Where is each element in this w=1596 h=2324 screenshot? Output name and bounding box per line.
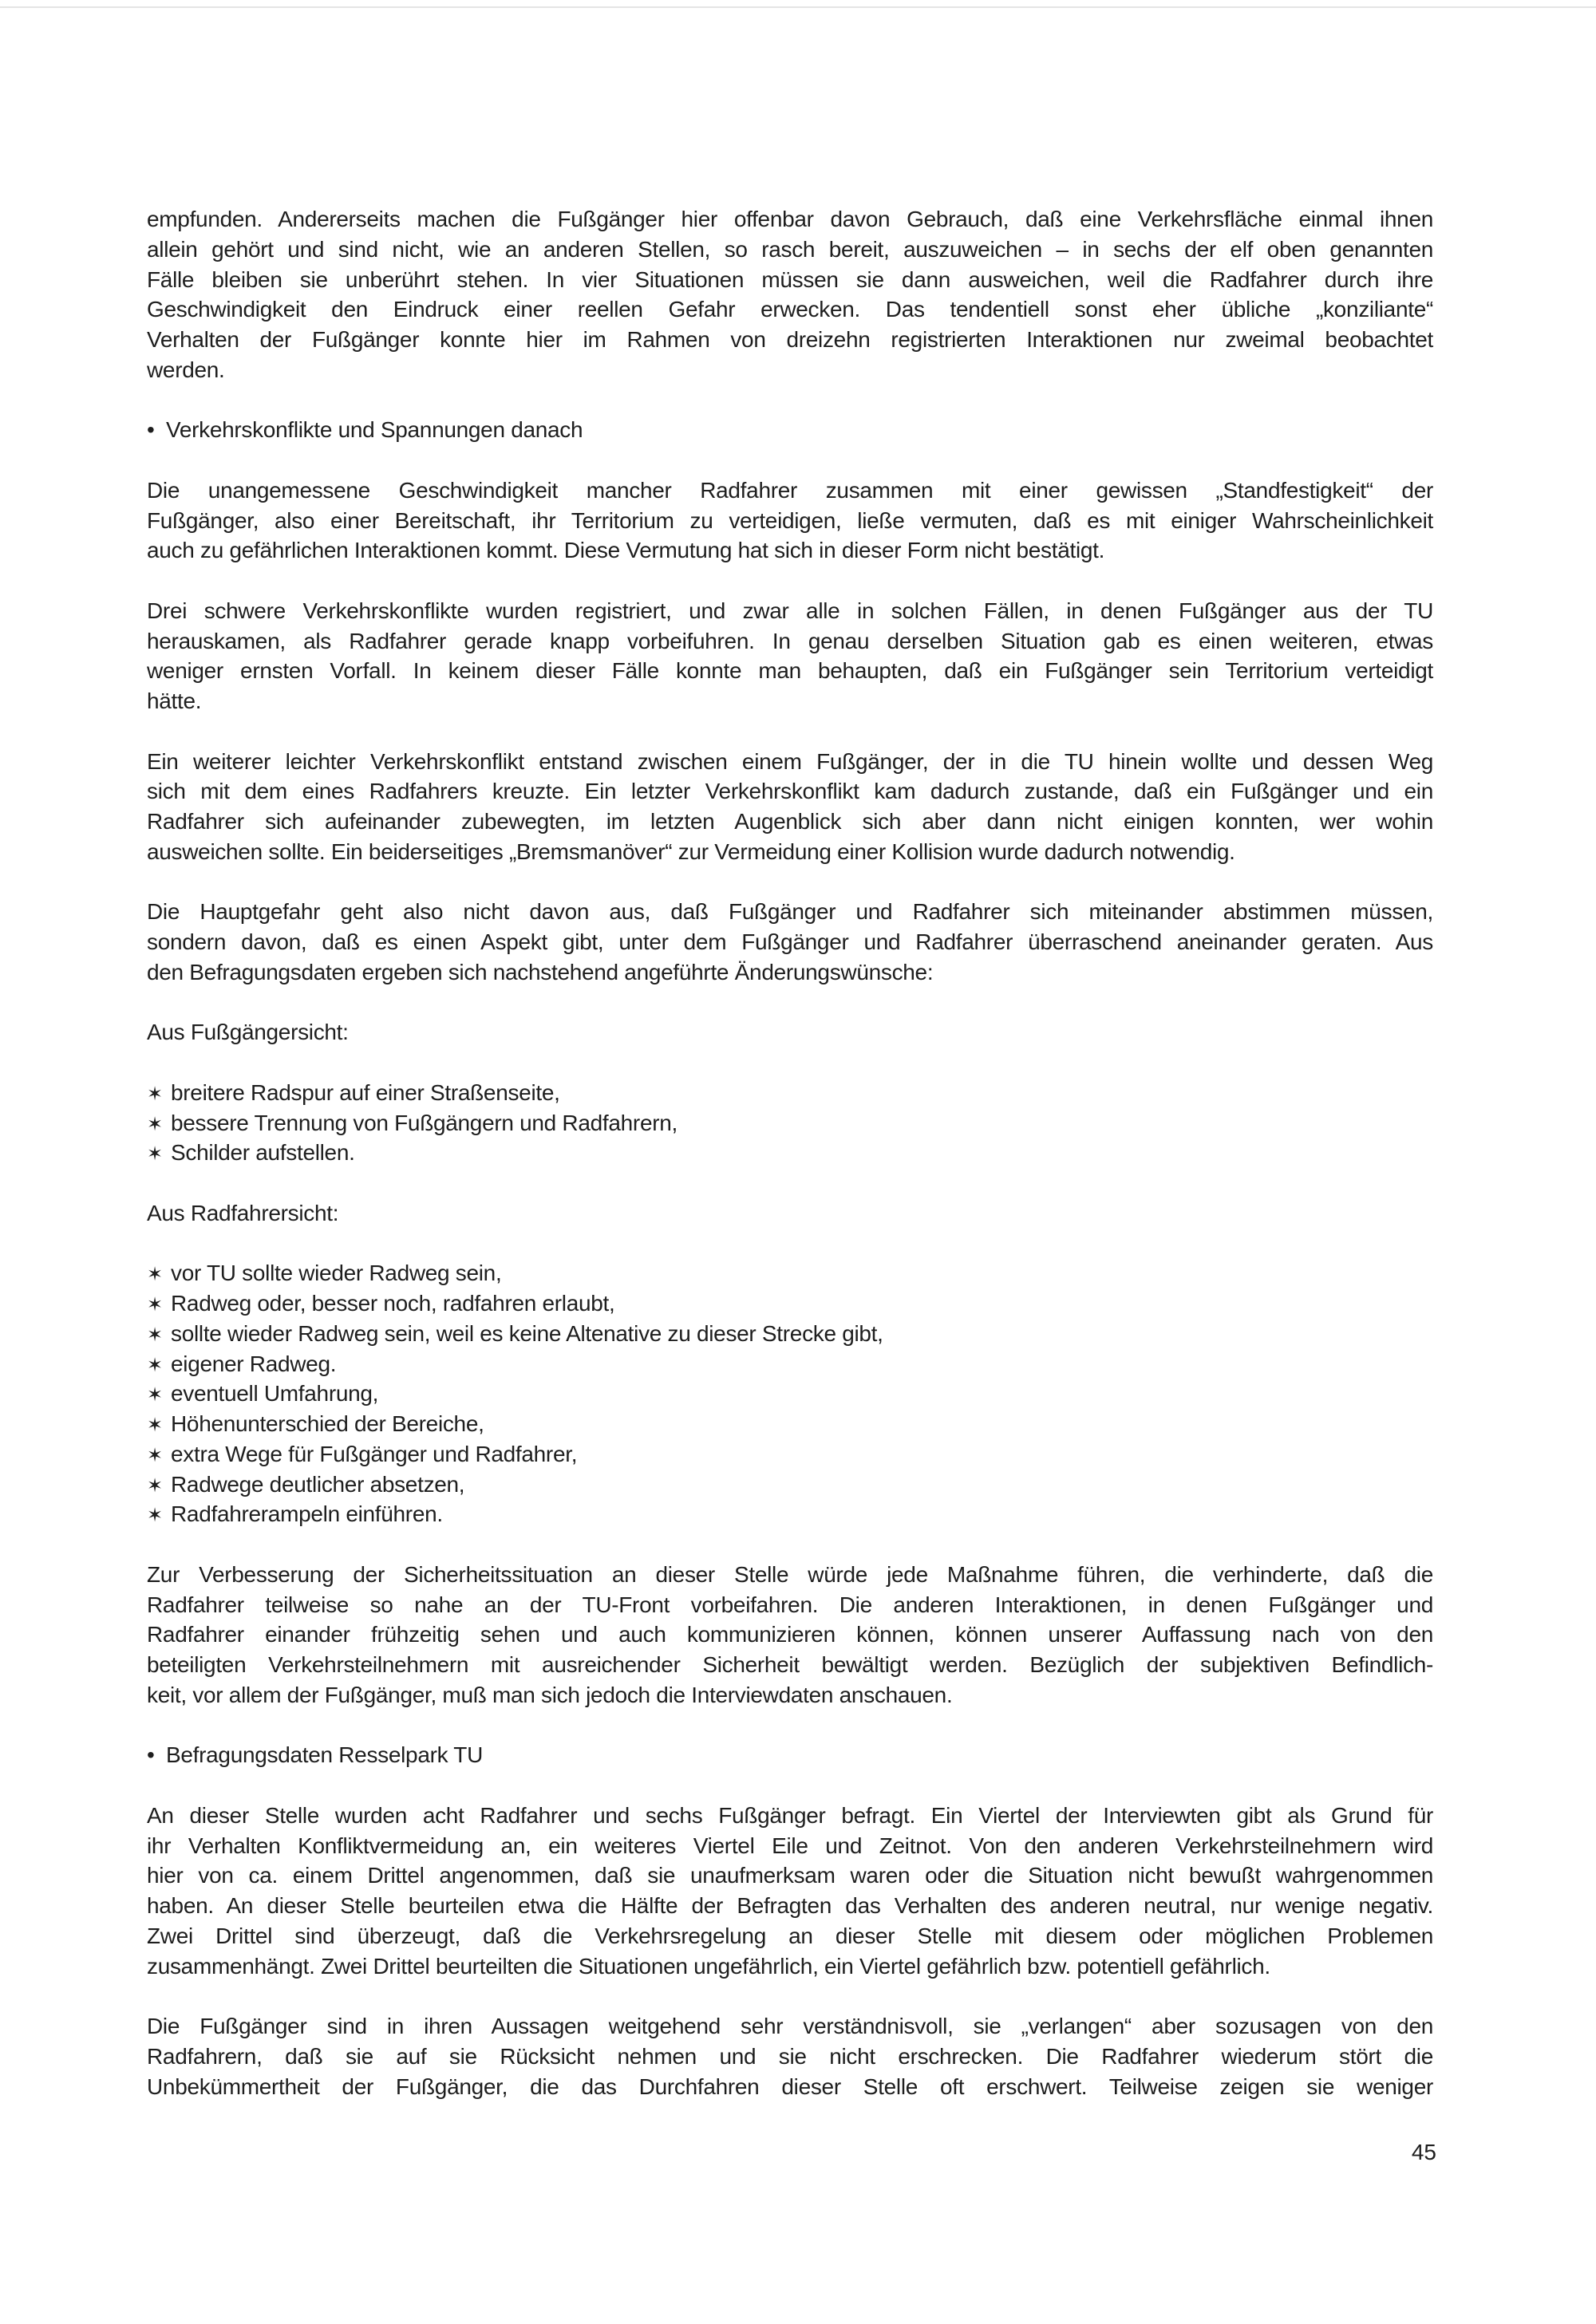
- list-item: [147, 1319, 1433, 1349]
- paragraph: [147, 204, 1433, 385]
- text-line: Ein weiterer leichter Verkehrskonflikt entstand zwischen einem Fußgänger, der in die TU hinein wollte und dessen Weg: [147, 748, 1433, 774]
- paragraph: [147, 1017, 1433, 1048]
- list-item: [147, 1078, 1433, 1108]
- text-line: beteiligten Verkehrsteilnehmern mit ausreichender Sicherheit bewältigt werden. Bezüglich der subjektiven Befindlich-: [147, 1652, 1433, 1677]
- asterisk-bullet-icon: ✶: [147, 1353, 163, 1376]
- list-item: [147, 1288, 1433, 1319]
- list-item: [147, 1349, 1433, 1379]
- section-heading-line: [147, 1740, 1433, 1770]
- section-heading-line: [147, 415, 1433, 445]
- paragraph: [147, 897, 1433, 987]
- list-item-text: sollte wieder Radweg sein, weil es keine Altenative zu dieser Strecke gibt,: [171, 1320, 883, 1346]
- list-item: [147, 1258, 1433, 1288]
- text-line: ausweichen sollte. Ein beiderseitiges „Bremsmanöver“ zur Vermeidung einer Kollision wurde dadurch notwendig.: [147, 838, 1235, 864]
- text-line: Die Fußgänger sind in ihren Aussagen weitgehend sehr verständnisvoll, sie „verlangen“ aber sozusagen von den: [147, 2014, 1433, 2038]
- text-line: Drei schwere Verkehrskonflikte wurden registriert, und zwar alle in solchen Fällen, in denen Fußgänger aus der TU: [147, 598, 1433, 623]
- text-line: den Befragungsdaten ergeben sich nachstehend angeführte Änderungswünsche:: [147, 959, 934, 984]
- text-line: haben. An dieser Stelle beurteilen etwa die Hälfte der Befragten das Verhalten des anderen neutral, nur wenige negativ.: [147, 1893, 1433, 1918]
- text-line: Die unangemessene Geschwindigkeit mancher Radfahrer zusammen mit einer gewissen „Standfestigkeit“ der: [147, 477, 1433, 503]
- paragraph: [147, 1198, 1433, 1229]
- asterisk-bullet-icon: ✶: [147, 1414, 163, 1436]
- list-item-text: Schilder aufstellen.: [171, 1140, 355, 1166]
- paragraph: [147, 1801, 1433, 1982]
- scan-edge-line: [0, 6, 1596, 8]
- paragraph: [147, 747, 1433, 867]
- asterisk-bullet-icon: ✶: [147, 1323, 163, 1346]
- text-line: Aus Radfahrersicht:: [147, 1200, 339, 1225]
- text-line: Radfahrer sich aufeinander zubewegten, im letzten Augenblick sich aber dann nicht einigen konnten, wer wohin: [147, 809, 1433, 834]
- list-item-text: vor TU sollte wieder Radweg sein,: [171, 1261, 502, 1286]
- text-line: ihr Verhalten Konfliktvermeidung an, ein weiteres Viertel Eile und Zeitnot. Von den anderen Verkehrsteilnehmern wird: [147, 1833, 1433, 1858]
- text-line: Fußgänger, also einer Bereitschaft, ihr Territorium zu verteidigen, ließe vermuten, daß es mit einiger Wahrscheinlichkeit: [147, 507, 1433, 533]
- list-item: [147, 1138, 1433, 1168]
- list-item: [147, 1409, 1433, 1439]
- text-line: Fälle bleiben sie unberührt stehen. In vier Situationen müssen sie dann ausweichen, weil die Radfahrer durch ihre: [147, 266, 1433, 292]
- text-line: hätte.: [147, 689, 202, 713]
- list-item-text: extra Wege für Fußgänger und Radfahrer,: [171, 1441, 578, 1466]
- list-item-text: Radweg oder, besser noch, radfahren erlaubt,: [171, 1291, 615, 1316]
- text-line: Unbekümmertheit der Fußgänger, die das Durchfahren dieser Stelle oft erschwert. Teilweise zeigen sie weniger: [147, 2073, 1433, 2099]
- text-line: empfunden. Andererseits machen die Fußgänger hier offenbar davon Gebrauch, daß eine Verkehrsfläche einmal ihnen: [147, 207, 1433, 231]
- list-item-text: breitere Radspur auf einer Straßenseite,: [171, 1079, 560, 1105]
- text-line: hier von ca. einem Drittel angenommen, daß sie unaufmerksam waren oder die Situation nicht bewußt wahrgenommen: [147, 1863, 1433, 1888]
- section-heading-text: Verkehrskonflikte und Spannungen danach: [166, 417, 583, 443]
- list-item-text: Radwege deutlicher absetzen,: [171, 1471, 465, 1497]
- asterisk-list: [147, 1258, 1433, 1529]
- list-item-text: bessere Trennung von Fußgängern und Radfahrern,: [171, 1110, 678, 1135]
- text-line: Zur Verbesserung der Sicherheitssituation an dieser Stelle würde jede Maßnahme führen, die verhinderte, daß die: [147, 1561, 1433, 1587]
- section-heading: [147, 1740, 1433, 1770]
- document-body: [147, 204, 1433, 2132]
- list-item: [147, 1108, 1433, 1138]
- asterisk-bullet-icon: ✶: [147, 1443, 163, 1466]
- paragraph: [147, 1560, 1433, 1710]
- text-line: werden.: [147, 357, 225, 382]
- text-line: An dieser Stelle wurden acht Radfahrer und sechs Fußgänger befragt. Ein Viertel der Interviewten gibt als Grund für: [147, 1802, 1433, 1828]
- page-number: 45: [1411, 2140, 1436, 2164]
- text-line: Verhalten der Fußgänger konnte hier im Rahmen von dreizehn registrierten Interaktionen nur zweimal beobachtet: [147, 327, 1433, 352]
- text-line: auch zu gefährlichen Interaktionen kommt. Diese Vermutung hat sich in dieser Form nicht bestätigt.: [147, 538, 1105, 563]
- list-item-text: Radfahrerampeln einführen.: [171, 1501, 443, 1527]
- section-heading: [147, 415, 1433, 445]
- text-line: Radfahrern, daß sie auf sie Rücksicht nehmen und sie nicht erschrecken. Die Radfahrer wiederum stört die: [147, 2043, 1433, 2069]
- section-heading-text: Befragungsdaten Resselpark TU: [166, 1742, 484, 1768]
- asterisk-bullet-icon: ✶: [147, 1082, 163, 1105]
- asterisk-bullet-icon: ✶: [147, 1504, 163, 1527]
- text-line: sondern davon, daß es einen Aspekt gibt, unter dem Fußgänger und Radfahrer überraschend aneinander geraten. Aus: [147, 929, 1433, 954]
- list-item: [147, 1470, 1433, 1500]
- list-item-text: eventuell Umfahrung,: [171, 1381, 379, 1407]
- asterisk-list: [147, 1078, 1433, 1168]
- text-line: Radfahrer einander frühzeitig sehen und auch kommunizieren können, können unserer Auffassung nach von den: [147, 1622, 1433, 1647]
- asterisk-bullet-icon: ✶: [147, 1293, 163, 1316]
- list-item-text: Höhenunterschied der Bereiche,: [171, 1411, 484, 1436]
- list-item-text: eigener Radweg.: [171, 1351, 337, 1376]
- text-line: Aus Fußgängersicht:: [147, 1020, 349, 1045]
- text-line: herauskamen, als Radfahrer gerade knapp vorbeifuhren. In genau derselben Situation gab es einen weiteren, etwas: [147, 628, 1433, 653]
- bullet-dot-icon: •: [147, 1742, 155, 1768]
- text-line: keit, vor allem der Fußgänger, muß man sich jedoch die Interviewdaten anschauen.: [147, 1682, 953, 1707]
- paragraph: [147, 2011, 1433, 2101]
- asterisk-bullet-icon: ✶: [147, 1383, 163, 1407]
- paragraph: [147, 475, 1433, 566]
- text-line: allein gehört und sind nicht, wie an anderen Stellen, so rasch bereit, auszuweichen – in sechs der elf oben genannten: [147, 236, 1433, 262]
- list-item: [147, 1439, 1433, 1470]
- text-line: weniger ernsten Vorfall. In keinem dieser Fälle konnte man behaupten, daß ein Fußgänger sein Territorium verteidigt: [147, 658, 1433, 684]
- text-line: Zwei Drittel sind überzeugt, daß die Verkehrsregelung an dieser Stelle mit diesem oder möglichen Problemen: [147, 1923, 1433, 1948]
- text-line: Geschwindigkeit den Eindruck einer reellen Gefahr erwecken. Das tendentiell sonst eher übliche „konziliante“: [147, 297, 1433, 322]
- asterisk-bullet-icon: ✶: [147, 1142, 163, 1166]
- list-item: [147, 1379, 1433, 1409]
- asterisk-bullet-icon: ✶: [147, 1263, 163, 1286]
- text-line: Die Hauptgefahr geht also nicht davon aus, daß Fußgänger und Radfahrer sich miteinander abstimmen müssen,: [147, 899, 1433, 925]
- list-item: [147, 1499, 1433, 1529]
- asterisk-bullet-icon: ✶: [147, 1112, 163, 1135]
- asterisk-bullet-icon: ✶: [147, 1474, 163, 1497]
- paragraph: [147, 596, 1433, 716]
- bullet-dot-icon: •: [147, 417, 155, 443]
- text-line: zusammenhängt. Zwei Drittel beurteilten die Situationen ungefährlich, ein Viertel gefährlich bzw. potentiell gefährlich.: [147, 1953, 1270, 1979]
- text-line: sich mit dem eines Radfahrers kreuzte. Ein letzter Verkehrskonflikt kam dadurch zustande, daß ein Fußgänger und ein: [147, 779, 1433, 804]
- text-line: Radfahrer teilweise so nahe an der TU-Front vorbeifahren. Die anderen Interaktionen, in denen Fußgänger und: [147, 1592, 1433, 1617]
